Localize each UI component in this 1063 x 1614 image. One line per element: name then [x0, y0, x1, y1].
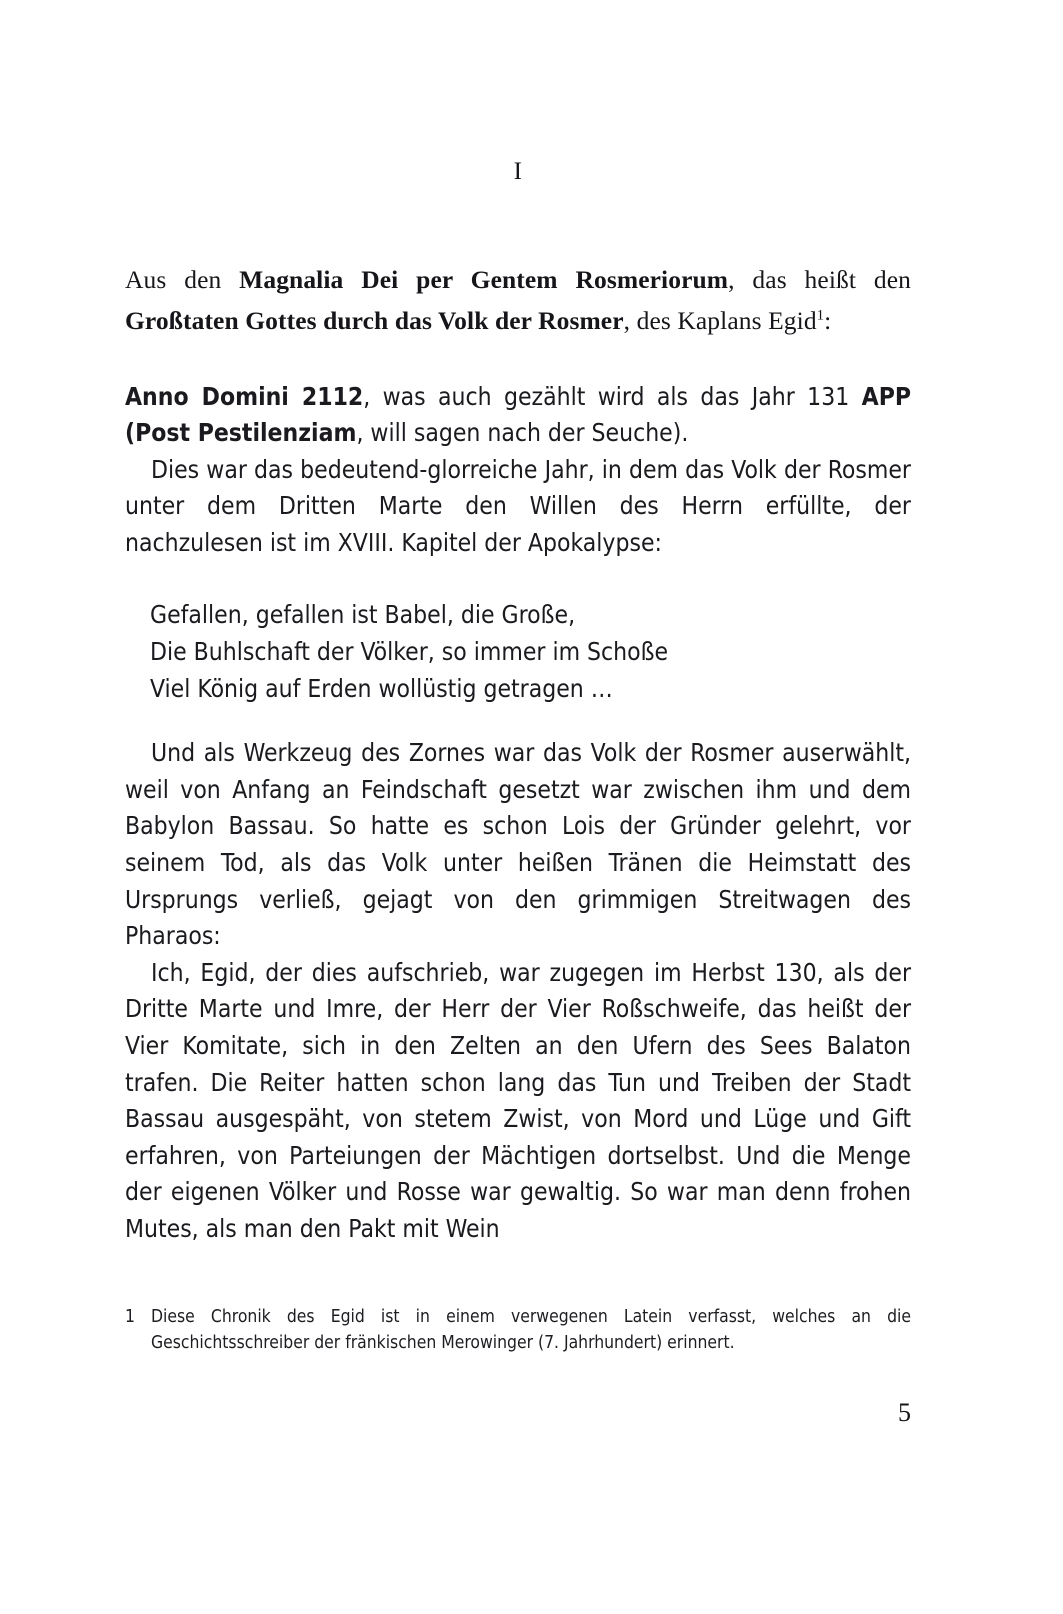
page-number: 5 — [898, 1398, 911, 1427]
paragraph-und-als-werkzeug: Und als Werkzeug des Zornes war das Volk der Rosmer auserwählt, weil von Anfang an Feindschaft gesetzt war zwischen ihm und dem Babylon Bassau. So hatte es schon Lois der Gründer gelehrt, vor seinem Tod, als das Volk unter heißen Tränen die Heimstatt des Ursprungs verließ, gejagt von den grimmigen Streitwagen des Pharaos: — [125, 738, 911, 951]
verse-line-3: Viel König auf Erden wollüstig getragen … — [150, 673, 613, 703]
paragraph-anno-domini — [125, 379, 911, 452]
paragraph-dies-war: Dies war das bedeutend-glorreiche Jahr, in dem das Volk der Rosmer unter dem Dritten Marte den Willen des Herrn erfüllte, der nachzulesen ist im XVIII. Kapitel der Apokalypse: — [125, 454, 911, 557]
source-work-title: Magnalia Dei per Gentem Rosmeriorum — [239, 264, 729, 294]
anno-domini-normal-2: , will sagen nach der Seuche). — [356, 418, 689, 448]
body-text-region — [125, 379, 911, 1248]
anno-domini-bold-2: APP (Post Pestilenziam — [125, 381, 911, 448]
source-prefix: Aus den — [125, 264, 240, 294]
paragraph-ich-egid: Ich, Egid, der dies aufschrieb, war zugegen im Herbst 130, als der Dritte Marte und Imre, der Herr der Vier Roßschweife, das heißt der Vier Komitate, sich in den Zelten an den Ufern des Sees Balaton trafen. Die Reiter hatten schon lang das Tun und Treiben der Stadt Bassau ausgespäht, von stetem Zwist, von Mord und Lüge und Gift erfahren, von Parteiungen der Mächtigen dortselbst. Und die Menge der eigenen Völker und Rosse war gewaltig. So war man denn frohen Mutes, als man den Pakt mit Wein — [125, 957, 911, 1243]
footnote-block — [125, 1304, 911, 1356]
footnote-text: Diese Chronik des Egid ist in einem verwegenen Latein verfasst, welches an die Geschichtsschreiber der fränkischen Merowinger (7. Jahrhundert) erinnert. — [151, 1307, 911, 1353]
verse-quotation-block — [125, 597, 911, 707]
source-attribution — [125, 259, 911, 341]
footnote-reference-marker[interactable]: 1 — [816, 307, 825, 323]
verse-line-2: Die Buhlschaft der Völker, so immer im Schoße — [150, 637, 669, 667]
source-suffix: , des Kaplans Egid — [623, 305, 817, 335]
source-middle: , das heißt den — [728, 264, 911, 294]
chapter-number: I — [513, 158, 523, 185]
footnote-marker: 1 — [125, 1307, 135, 1327]
page-textblock — [125, 140, 911, 1248]
anno-domini-bold-1: Anno Domini 2112 — [125, 381, 364, 411]
verse-spacer — [125, 707, 911, 735]
anno-domini-normal-1: , was auch gezählt wird als das Jahr 131 — [363, 381, 862, 411]
verse-line-1: Gefallen, gefallen ist Babel, die Große, — [150, 600, 576, 630]
source-work-title-translation: Großtaten Gottes durch das Volk der Rosmer — [125, 305, 624, 335]
source-colon: : — [824, 305, 832, 335]
